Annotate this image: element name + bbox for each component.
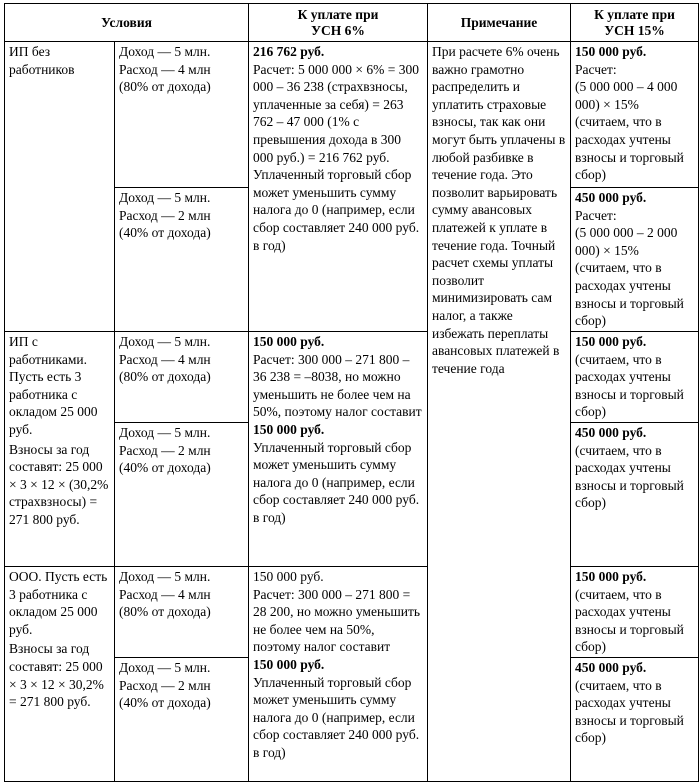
usn15-cell: 450 000 руб. (считаем, что в расходах учтены взносы и торговый сбор) [571, 423, 699, 567]
entity-cell: ИП с работниками. Пусть есть 3 работника с окладом 25 000 руб. Взносы за год составят: 25 000 × 3 × 12 × (30,2% страхвзносы) = 271 800 руб. [5, 332, 115, 567]
header-note: Примечание [428, 4, 571, 42]
usn15-cell: 450 000 руб. Расчет: (5 000 000 – 2 000 000) × 15% (считаем, что в расходах учтены взносы и торговый сбор) [571, 188, 699, 332]
usn15-cell: 150 000 руб. (считаем, что в расходах учтены взносы и торговый сбор) [571, 332, 699, 423]
usn15-cell: 450 000 руб. (считаем, что в расходах учтены взносы и торговый сбор) [571, 658, 699, 782]
entity-cell: ООО. Пусть есть 3 работника с окладом 25 000 руб. Взносы за год составят: 25 000 × 3 × 12 × 30,2% = 271 800 руб. [5, 567, 115, 782]
tax-comparison-table [4, 3, 699, 782]
conditions-cell: Доход — 5 млн. Расход — 2 млн (40% от дохода) [115, 658, 249, 782]
table-row [5, 42, 699, 188]
conditions-cell: Доход — 5 млн. Расход — 4 млн (80% от дохода) [115, 567, 249, 658]
header-usn15: К уплате при УСН 15% [571, 4, 699, 42]
header-conditions: Условия [5, 4, 249, 42]
conditions-cell: Доход — 5 млн. Расход — 2 млн (40% от дохода) [115, 188, 249, 332]
entity-cell: ИП без работников [5, 42, 115, 332]
table-row [5, 332, 699, 423]
header-row [5, 4, 699, 42]
conditions-cell: Доход — 5 млн. Расход — 4 млн (80% от дохода) [115, 42, 249, 188]
conditions-cell: Доход — 5 млн. Расход — 4 млн (80% от дохода) [115, 332, 249, 423]
header-usn6: К уплате при УСН 6% [249, 4, 428, 42]
table-row [5, 567, 699, 658]
usn6-cell: 150 000 руб. Расчет: 300 000 – 271 800 – 36 238 = –8038, но можно уменьшить не более чем на 50%, поэтому налог составит 150 000 руб. Уплаченный торговый сбор может уменьшить сумму налога до 0 (например, если сбор составляет 240 000 руб. в год) [249, 332, 428, 567]
usn15-cell: 150 000 руб. Расчет: (5 000 000 – 4 000 000) × 15% (считаем, что в расходах учтены взносы и торговый сбор) [571, 42, 699, 188]
conditions-cell: Доход — 5 млн. Расход — 2 млн (40% от дохода) [115, 423, 249, 567]
usn15-cell: 150 000 руб. (считаем, что в расходах учтены взносы и торговый сбор) [571, 567, 699, 658]
usn6-cell: 216 762 руб. Расчет: 5 000 000 × 6% = 300 000 – 36 238 (страхвзносы, уплаченные за себя) = 263 762 – 47 000 (1% с превышения дохода в 300 000 руб.) = 216 762 руб. Уплаченный торговый сбор может уменьшить сумму налога до 0 (например, если сбор составляет 240 000 руб. в год) [249, 42, 428, 332]
note-cell: При расчете 6% очень важно грамотно распределить и уплатить страховые взносы, так как они могут быть уплачены в любой разбивке в течение года. Это позволит варьировать сумму авансовых платежей к уплате в течение года. Точный расчет схемы уплаты позволит минимизировать сам налог, а также избежать переплаты авансовых платежей в течение года [428, 42, 571, 782]
usn6-cell: 150 000 руб. Расчет: 300 000 – 271 800 = 28 200, но можно уменьшить не более чем на 50%, поэтому налог составит 150 000 руб. Уплаченный торговый сбор может уменьшить сумму налога до 0 (например, если сбор составляет 240 000 руб. в год) [249, 567, 428, 782]
